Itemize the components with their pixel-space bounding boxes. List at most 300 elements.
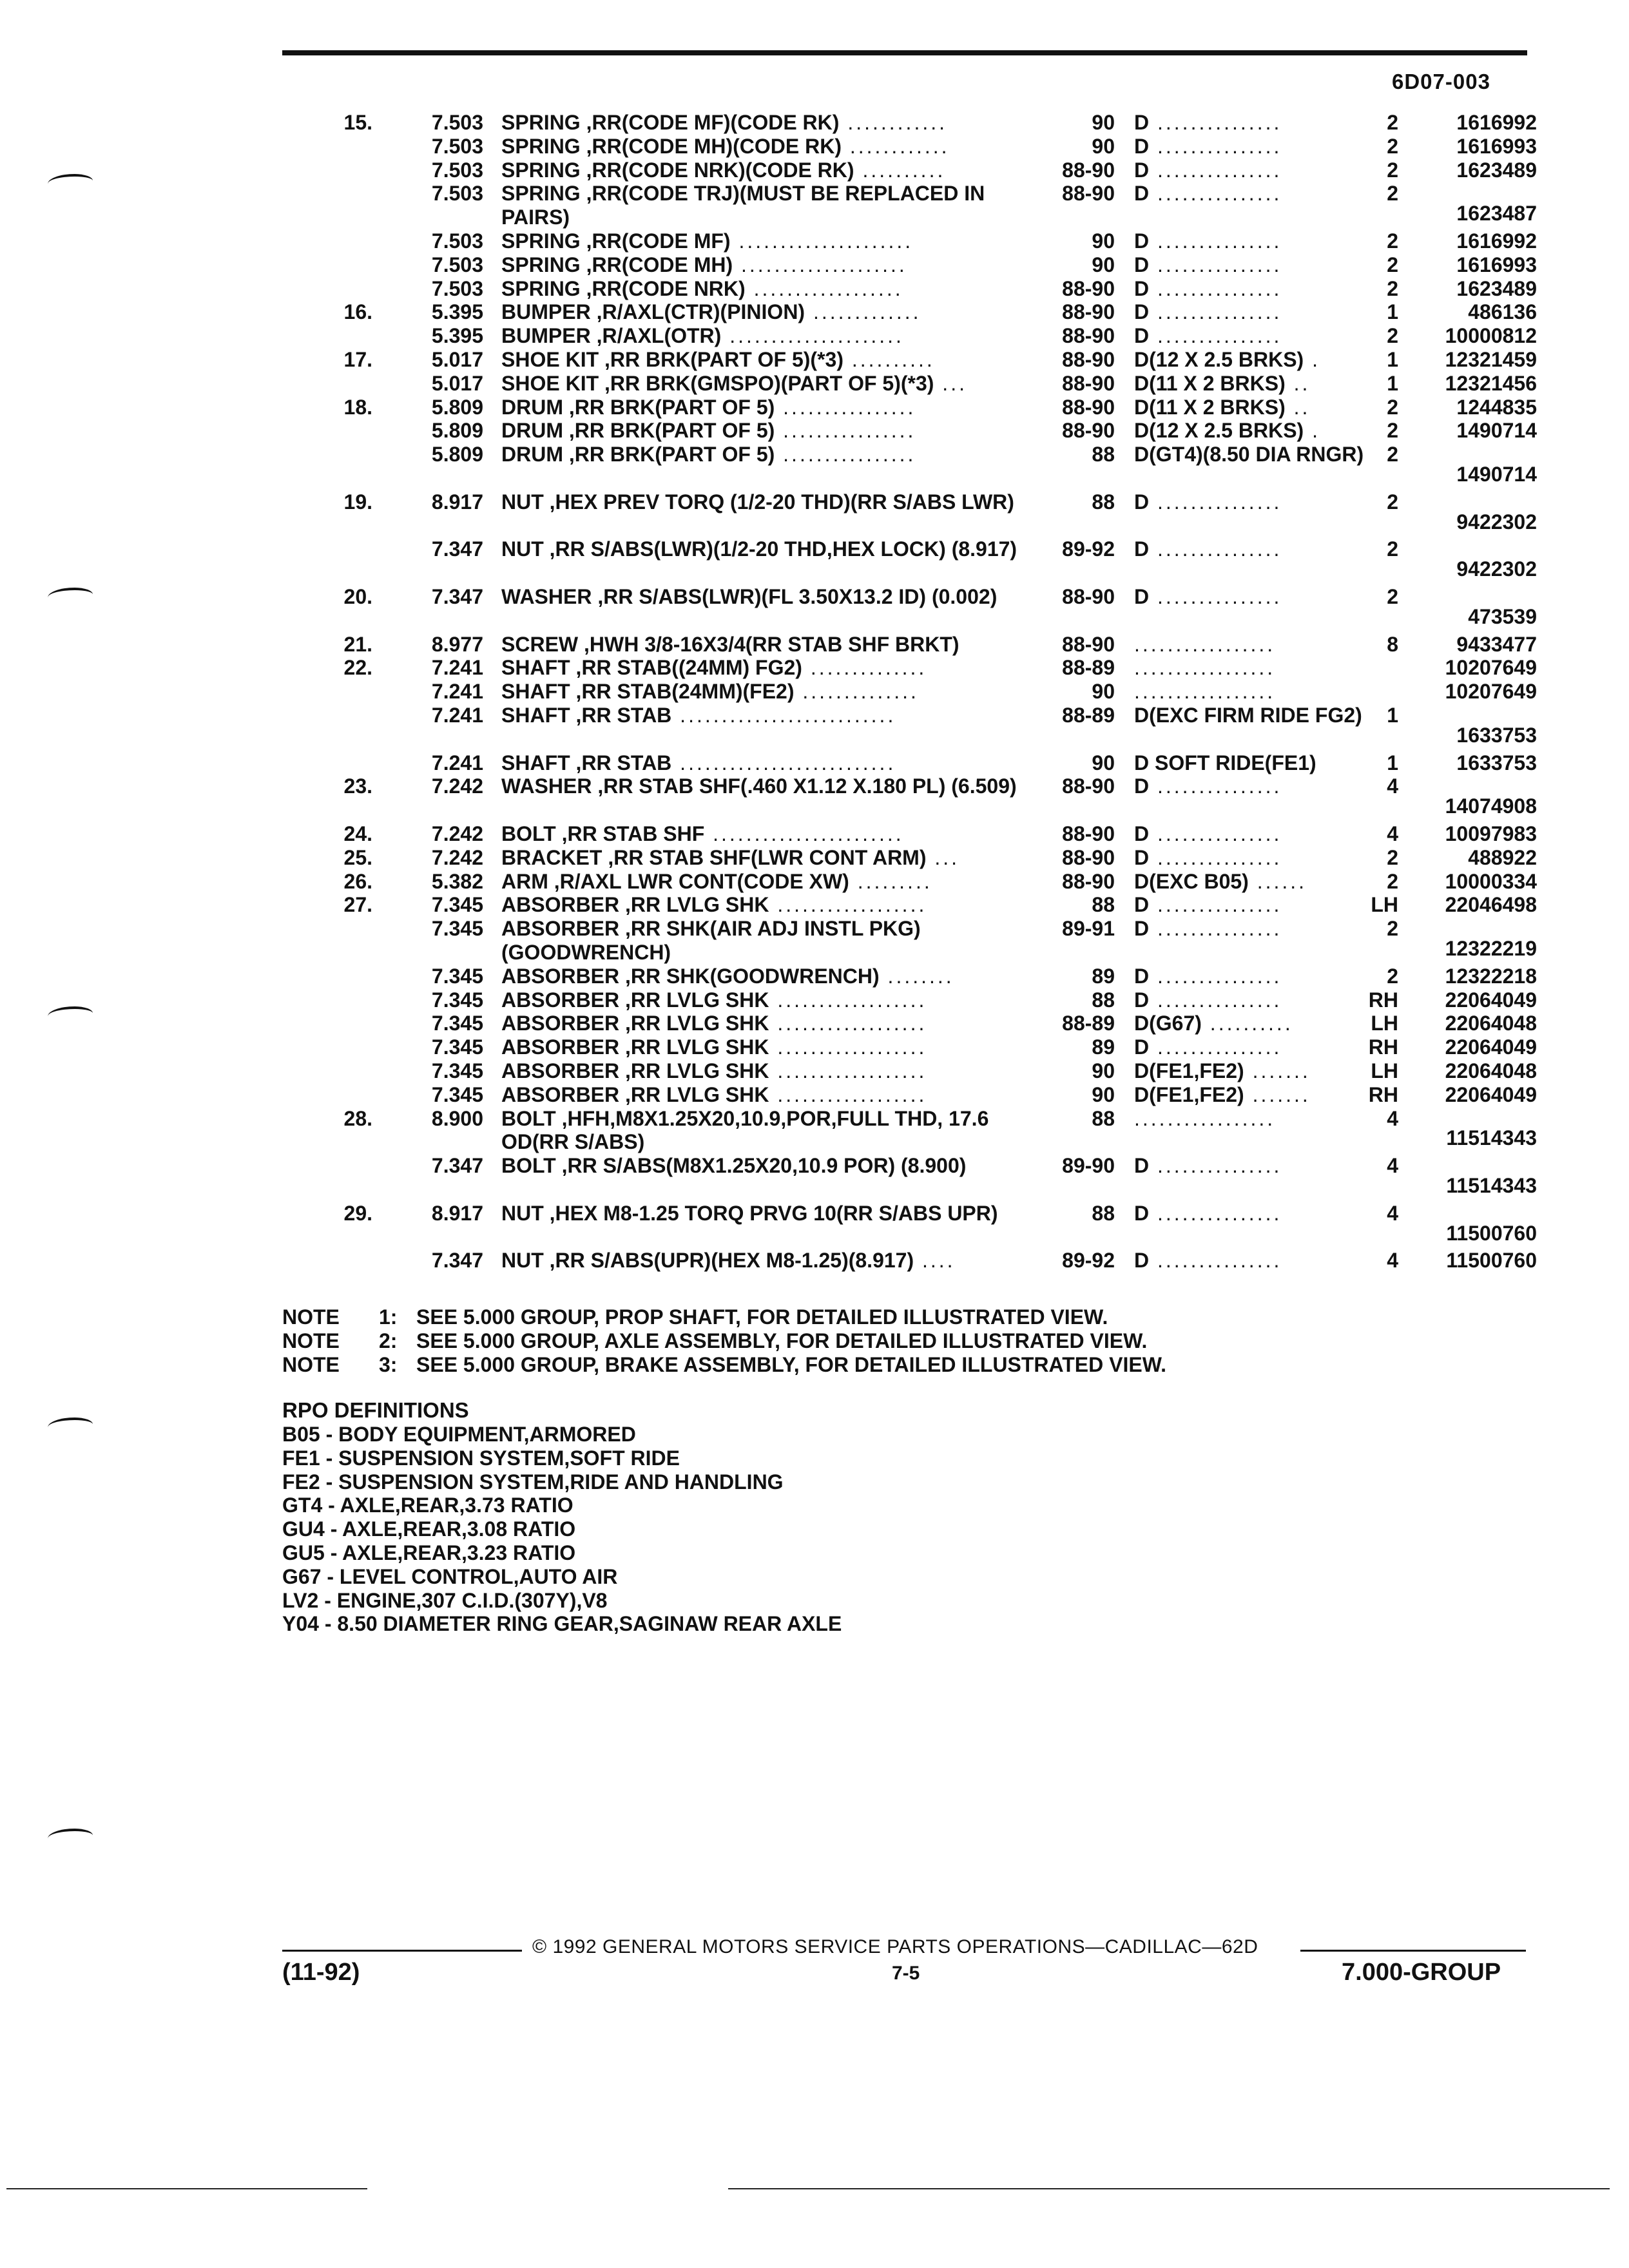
dot-leader: ............... (1149, 253, 1282, 276)
part-number: 11500760 (1446, 1249, 1537, 1273)
note-line (282, 1353, 1507, 1377)
part-row (0, 704, 1629, 751)
part-description (501, 751, 1030, 775)
dot-leader: ............... (1149, 490, 1282, 514)
footer-rule-left (282, 1950, 522, 1952)
part-detail: ,RR(CODE NRK)(CODE RK) (580, 158, 854, 182)
part-detail: ,RR STAB(24MM)(FE2) (570, 680, 795, 704)
usage-note (1134, 111, 1366, 135)
part-row (0, 1202, 1629, 1249)
part-detail: ,RR STAB SHF(LWR CONT ARM) (602, 845, 927, 869)
quantity: 2 (1387, 111, 1398, 134)
dot-leader: ............... (1149, 774, 1282, 798)
part-name: ARM (501, 869, 548, 893)
group-number: 8.917 (431, 1201, 483, 1225)
part-row (0, 751, 1629, 775)
part-number: 1623487 (1456, 202, 1537, 226)
quantity: RH (1368, 1082, 1398, 1106)
group-number: 5.017 (431, 371, 483, 395)
dot-leader: ............... (1149, 182, 1282, 206)
quantity: LH (1371, 1059, 1398, 1082)
rpo-definition: FE1 - SUSPENSION SYSTEM,SOFT RIDE (282, 1446, 680, 1470)
dot-leader: .......... (1201, 1012, 1293, 1035)
part-row (0, 585, 1629, 633)
model-years: 90 (1092, 1059, 1115, 1082)
part-name: SHOE KIT (501, 371, 599, 395)
note-number: 3: (379, 1352, 398, 1376)
usage-note (1134, 229, 1366, 253)
quantity: 1 (1387, 371, 1398, 395)
part-row (0, 656, 1629, 680)
part-number: 22064049 (1445, 1082, 1537, 1106)
usage-note (1134, 253, 1366, 277)
part-number: 11514343 (1446, 1173, 1537, 1197)
part-detail: ,RR SHK(AIR ADJ INSTL PKG) (GOODWRENCH) (501, 917, 921, 964)
part-name: ABSORBER (501, 1012, 620, 1035)
group-number: 7.347 (431, 1249, 483, 1273)
model-years: 88-90 (1062, 371, 1115, 395)
usage-note (1134, 988, 1366, 1012)
part-number: 22064048 (1445, 1059, 1537, 1082)
part-detail: ,RR BRK(GMSPO)(PART OF 5)(*3) (599, 371, 934, 395)
model-years: 88 (1092, 443, 1115, 466)
usage-note (1134, 372, 1366, 396)
dot-leader: ............... (1149, 1035, 1282, 1059)
dot-leader: .................. (769, 1035, 927, 1059)
dot-leader: .................. (769, 988, 927, 1012)
usage-note (1134, 135, 1366, 159)
dot-leader: ........ (879, 964, 954, 988)
item-number: 18. (343, 395, 372, 419)
part-row (0, 1059, 1629, 1083)
usage-note (1134, 348, 1366, 372)
quantity: 2 (1387, 395, 1398, 419)
part-number: 12322219 (1445, 936, 1537, 960)
part-name: BRACKET (501, 845, 602, 869)
part-name: SPRING (501, 229, 581, 253)
part-detail: ,RR LVLG SHK (619, 1012, 769, 1035)
part-detail: ,HEX PREV TORQ (1/2-20 THD)(RR S/ABS LWR) (543, 490, 1014, 514)
part-description (501, 1154, 1030, 1178)
usage-note (1134, 633, 1366, 657)
dot-leader: ................. (1134, 1106, 1276, 1130)
quantity: 1 (1387, 300, 1398, 324)
part-row (0, 988, 1629, 1012)
quantity: 2 (1387, 443, 1398, 466)
model-years: 88-90 (1062, 158, 1115, 182)
usage-note-text: D (1134, 845, 1150, 869)
usage-note-text: D (1134, 893, 1150, 917)
dot-leader: .................. (769, 1059, 927, 1082)
group-number: 8.900 (431, 1106, 483, 1130)
dot-leader: ................ (775, 395, 916, 419)
part-name: WASHER (501, 585, 592, 608)
item-number: 21. (343, 632, 372, 656)
dot-leader: .................. (769, 1082, 927, 1106)
part-detail: ,RR S/ABS(LWR)(1/2-20 THD,HEX LOCK) (8.917) (543, 537, 1017, 561)
rpo-definition: G67 - LEVEL CONTROL,AUTO AIR (282, 1564, 618, 1588)
item-number: 25. (343, 845, 372, 869)
part-description (501, 1107, 1030, 1155)
note-label: NOTE (282, 1305, 340, 1329)
part-name: ABSORBER (501, 964, 620, 988)
usage-note-text: D (1134, 324, 1150, 348)
part-name: DRUM (501, 419, 563, 443)
dot-leader: ............ (841, 134, 950, 158)
dot-leader: ............... (1149, 300, 1282, 324)
part-description (501, 1249, 1030, 1273)
group-number: 5.382 (431, 869, 483, 893)
quantity: 2 (1387, 537, 1398, 561)
part-detail: ,RR(CODE MF) (580, 229, 731, 253)
part-row (0, 965, 1629, 988)
part-detail: ,R/AXL(OTR) (590, 324, 722, 348)
usage-note-text: D (1134, 1201, 1150, 1225)
usage-note-text: D(12 X 2.5 BRKS) (1134, 348, 1304, 371)
part-row (0, 396, 1629, 419)
dot-leader: ....... (1244, 1059, 1311, 1082)
group-number: 7.503 (431, 276, 483, 300)
part-row (0, 1035, 1629, 1059)
group-number: 7.242 (431, 845, 483, 869)
dot-leader: ............... (1149, 158, 1282, 182)
part-detail: ,RR STAB (570, 704, 672, 727)
model-years: 89-92 (1062, 537, 1115, 561)
part-number: 12321459 (1445, 348, 1537, 371)
model-years: 88 (1092, 1106, 1115, 1130)
quantity: 4 (1387, 1106, 1398, 1130)
part-description (501, 159, 1030, 182)
model-years: 88 (1092, 893, 1115, 917)
part-row (0, 324, 1629, 348)
part-description (501, 822, 1030, 846)
part-row (0, 680, 1629, 704)
part-name: SHAFT (501, 751, 570, 774)
dot-leader: .......... (843, 348, 935, 371)
part-row (0, 846, 1629, 870)
part-description (501, 846, 1030, 870)
usage-note (1134, 443, 1366, 466)
part-name: ABSORBER (501, 1035, 620, 1059)
dot-leader: ............... (1149, 917, 1282, 941)
quantity: 2 (1387, 158, 1398, 182)
item-number: 16. (343, 300, 372, 324)
dot-leader: ............... (1149, 845, 1282, 869)
dot-leader: ......... (849, 869, 932, 893)
quantity: 2 (1387, 324, 1398, 348)
part-name: NUT (501, 1249, 544, 1273)
group-number: 7.347 (431, 585, 483, 608)
group-number: 7.241 (431, 656, 483, 680)
model-years: 89-92 (1062, 1249, 1115, 1273)
part-number: 22064049 (1445, 988, 1537, 1012)
quantity: 2 (1387, 229, 1398, 253)
dot-leader: .......................... (671, 751, 896, 774)
part-row (0, 135, 1629, 159)
dot-leader: ................ (775, 443, 916, 466)
part-name: SHOE KIT (501, 348, 599, 371)
part-description (501, 324, 1030, 348)
part-description (501, 490, 1030, 514)
model-years: 88-89 (1062, 656, 1115, 680)
usage-note-text: D (1134, 822, 1150, 845)
part-detail: ,RR S/ABS(M8X1.25X20,10.9 POR) (8.900) (555, 1154, 967, 1178)
model-years: 88 (1092, 1201, 1115, 1225)
part-detail: ,R/AXL LWR CONT(CODE XW) (548, 869, 849, 893)
usage-note (1134, 822, 1366, 846)
dot-leader: .......... (854, 158, 946, 182)
usage-note (1134, 1154, 1366, 1178)
part-number: 9422302 (1456, 510, 1537, 533)
part-number: 1490714 (1456, 419, 1537, 443)
dot-leader: ............... (1149, 893, 1282, 917)
dot-leader: .......................... (671, 704, 896, 727)
group-number: 7.503 (431, 134, 483, 158)
quantity: 1 (1387, 704, 1398, 727)
dot-leader: ...... (1248, 869, 1307, 893)
usage-note (1134, 917, 1366, 941)
dot-leader: ... (926, 845, 960, 869)
dot-leader: ............... (1149, 1154, 1282, 1178)
part-detail: ,RR BRK(PART OF 5) (563, 419, 775, 443)
group-number: 7.345 (431, 1012, 483, 1035)
part-number: 10000812 (1445, 324, 1537, 348)
quantity: 4 (1387, 1154, 1398, 1178)
part-description (501, 774, 1030, 798)
part-description (501, 633, 1030, 657)
part-detail: ,RR STAB (570, 751, 672, 774)
part-description (501, 917, 1030, 965)
note-text: SEE 5.000 GROUP, BRAKE ASSEMBLY, FOR DETAILED ILLUSTRATED VIEW. (416, 1352, 1167, 1376)
group-number: 7.347 (431, 1154, 483, 1178)
part-description (501, 1035, 1030, 1059)
part-number: 14074908 (1445, 794, 1537, 818)
part-row (0, 1012, 1629, 1035)
part-number: 488922 (1468, 845, 1537, 869)
part-row (0, 893, 1629, 917)
part-name: SPRING (501, 158, 581, 182)
part-row (0, 633, 1629, 657)
usage-note (1134, 1107, 1366, 1131)
part-row (0, 111, 1629, 135)
dot-leader: .. (1285, 395, 1311, 419)
model-years: 88-90 (1062, 632, 1115, 656)
usage-note-text: D (1134, 917, 1150, 941)
usage-note-text: D (1134, 158, 1150, 182)
binder-mark (48, 174, 93, 191)
part-number: 1616992 (1456, 111, 1537, 134)
model-years: 88 (1092, 490, 1115, 514)
model-years: 89-91 (1062, 917, 1115, 941)
quantity: 2 (1387, 253, 1398, 276)
model-years: 88-90 (1062, 300, 1115, 324)
group-number: 7.503 (431, 182, 483, 206)
usage-note (1134, 324, 1366, 348)
model-years: 89-90 (1062, 1154, 1115, 1178)
group-number: 8.917 (431, 490, 483, 514)
part-name: BUMPER (501, 300, 591, 324)
part-description (501, 704, 1030, 727)
usage-note-text: D (1134, 1154, 1150, 1178)
part-detail: ,RR(CODE MH)(CODE RK) (580, 134, 842, 158)
part-row (0, 1154, 1629, 1202)
note-label: NOTE (282, 1329, 340, 1352)
part-row (0, 1083, 1629, 1107)
part-description (501, 372, 1030, 396)
rpo-definitions (282, 1398, 1507, 1636)
model-years: 88-90 (1062, 395, 1115, 419)
quantity: 4 (1387, 1249, 1398, 1273)
copyright-text: © 1992 GENERAL MOTORS SERVICE PARTS OPERATIONS—CADILLAC—62D (532, 1936, 1258, 1957)
part-detail: ,R/AXL(CTR)(PINION) (590, 300, 805, 324)
group-number: 7.503 (431, 253, 483, 276)
dot-leader: ............... (1149, 1249, 1282, 1273)
part-number: 1616993 (1456, 253, 1537, 276)
usage-note (1134, 680, 1366, 704)
dot-leader: ............... (1149, 537, 1282, 561)
usage-note-text: D(G67) (1134, 1012, 1202, 1035)
dot-leader: ............... (1149, 964, 1282, 988)
usage-note-text: D(EXC FIRM RIDE FG2) (1134, 704, 1362, 727)
part-detail: ,RR LVLG SHK (619, 1059, 769, 1082)
binder-mark (48, 1006, 93, 1023)
part-name: SPRING (501, 253, 581, 276)
rpo-definition: Y04 - 8.50 DIAMETER RING GEAR,SAGINAW REAR AXLE (282, 1612, 842, 1636)
usage-note (1134, 656, 1366, 680)
usage-note (1134, 870, 1366, 894)
part-name: DRUM (501, 395, 563, 419)
quantity: RH (1368, 988, 1398, 1012)
part-description (501, 348, 1030, 372)
usage-note (1134, 1059, 1366, 1083)
rpo-list (282, 1423, 1507, 1636)
part-name: NUT (501, 537, 544, 561)
rpo-definition: GT4 - AXLE,REAR,3.73 RATIO (282, 1494, 574, 1517)
model-years: 88-90 (1062, 845, 1115, 869)
part-description (501, 443, 1030, 466)
part-description (501, 253, 1030, 277)
part-number: 12322218 (1445, 964, 1537, 988)
dot-leader: ............ (839, 111, 947, 134)
quantity: 2 (1387, 419, 1398, 443)
note-line (282, 1305, 1507, 1329)
model-years: 90 (1092, 111, 1115, 134)
part-description (501, 182, 1030, 229)
part-detail: ,RR S/ABS(UPR)(HEX M8-1.25)(8.917) (543, 1249, 914, 1273)
part-number: 1616992 (1456, 229, 1537, 253)
part-detail: ,RR LVLG SHK (619, 893, 769, 917)
quantity: LH (1371, 893, 1398, 917)
usage-note-text: D (1134, 490, 1150, 514)
dot-leader: ....................... (704, 822, 904, 845)
part-description (501, 870, 1030, 894)
part-name: SHAFT (501, 656, 570, 680)
part-number: 22064049 (1445, 1035, 1537, 1059)
part-name: ABSORBER (501, 1082, 620, 1106)
model-years: 88 (1092, 988, 1115, 1012)
quantity: 4 (1387, 1201, 1398, 1225)
usage-note (1134, 751, 1366, 775)
dot-leader: .................. (745, 276, 903, 300)
usage-note-text: D (1134, 988, 1150, 1012)
rpo-definition: FE2 - SUSPENSION SYSTEM,RIDE AND HANDLING (282, 1470, 784, 1494)
usage-note-text: D(FE1,FE2) (1134, 1059, 1244, 1082)
group-number: 5.809 (431, 443, 483, 466)
part-row (0, 348, 1629, 372)
part-number: 12321456 (1445, 371, 1537, 395)
dot-leader: .............. (794, 680, 919, 704)
quantity: 1 (1387, 348, 1398, 371)
part-number: 1623489 (1456, 158, 1537, 182)
dot-leader: ................. (1134, 680, 1276, 704)
dot-leader: ............... (1149, 276, 1282, 300)
part-row (0, 870, 1629, 894)
parts-list (0, 111, 1629, 1273)
part-row (0, 277, 1629, 301)
dot-leader: ................ (775, 419, 916, 443)
part-row (0, 822, 1629, 846)
scan-edge-line (6, 2188, 367, 2189)
part-number: 10207649 (1445, 656, 1537, 680)
usage-note (1134, 419, 1366, 443)
model-years: 88-89 (1062, 1012, 1115, 1035)
part-name: ABSORBER (501, 1059, 620, 1082)
page-code: 6D07-003 (1392, 70, 1490, 93)
part-row (0, 774, 1629, 822)
rpo-definition: GU5 - AXLE,REAR,3.23 RATIO (282, 1541, 576, 1564)
dot-leader: ................. (1134, 656, 1276, 680)
part-name: BOLT (501, 1154, 556, 1178)
item-number: 27. (343, 893, 372, 917)
group-number: 7.503 (431, 229, 483, 253)
part-row (0, 917, 1629, 965)
usage-note (1134, 893, 1366, 917)
part-description (501, 111, 1030, 135)
model-years: 90 (1092, 253, 1115, 276)
dot-leader: ............... (1149, 229, 1282, 253)
part-detail: ,RR BRK(PART OF 5) (563, 443, 775, 466)
dot-leader: ..................... (721, 324, 904, 348)
part-row (0, 372, 1629, 396)
usage-note (1134, 1012, 1366, 1035)
part-row (0, 229, 1629, 253)
quantity: 4 (1387, 774, 1398, 798)
dot-leader: ............... (1149, 134, 1282, 158)
part-name: BUMPER (501, 324, 591, 348)
item-number: 22. (343, 656, 372, 680)
group-number: 5.395 (431, 300, 483, 324)
model-years: 88-90 (1062, 419, 1115, 443)
dot-leader: .... (914, 1249, 956, 1273)
part-name: SPRING (501, 182, 581, 206)
usage-note-text: D(11 X 2 BRKS) (1134, 395, 1286, 419)
part-name: SHAFT (501, 680, 570, 704)
quantity: 1 (1387, 751, 1398, 774)
group-number: 7.345 (431, 1082, 483, 1106)
part-detail: ,RR BRK(PART OF 5)(*3) (599, 348, 843, 371)
group-number: 7.241 (431, 704, 483, 727)
group-number: 7.241 (431, 680, 483, 704)
part-row (0, 182, 1629, 229)
part-number: 1616993 (1456, 134, 1537, 158)
binder-mark (48, 1829, 93, 1845)
usage-note-text: D (1134, 1035, 1150, 1059)
item-number: 23. (343, 774, 372, 798)
part-detail: ,RR(CODE NRK) (580, 276, 746, 300)
part-description (501, 537, 1030, 561)
group-number: 7.242 (431, 822, 483, 845)
part-description (501, 229, 1030, 253)
